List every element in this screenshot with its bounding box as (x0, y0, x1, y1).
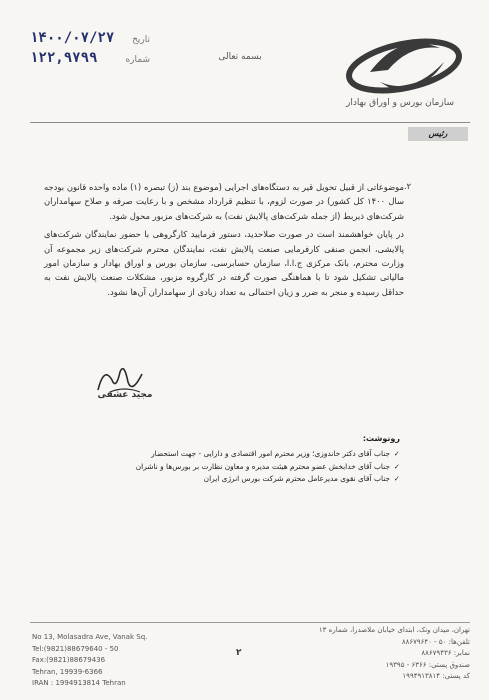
body-paragraph-1: موضوعاتی از قبیل تحویل قیر به دستگاه‌های اجرایی (موضوع بند (ز) تبصره (۱) ماده واحده قانون بودجه سال ۱۴۰۰ کل کشور) در صورت لزوم، با تنظیم قرارداد مشخص و با رعایت صرفه و صلاح سهامداران شرکت‌های ذیربط (از جمله شرکت‌های پالایش نفت) به شرکت‌های مزبور محول شود. (44, 182, 404, 221)
signatory-name: مجید عشقی (97, 390, 153, 400)
footer-line: IRAN : 1994913814 Tehran (32, 679, 126, 687)
bismillah-heading: بسمه تعالی (218, 52, 262, 62)
org-name: سازمان بورس و اوراق بهادار (345, 98, 454, 108)
footer-line: کد پستی: ۱۹۹۴۹۱۳۸۱۴ (402, 672, 470, 680)
date-value: ۱۴۰۰/۰۷/۲۷ (30, 30, 115, 46)
cc-item-text: جناب آقای دکتر خاندوزی؛ وزیر محترم امور اقتصادی و دارایی - جهت استحضار (151, 449, 390, 458)
cc-title: رونوشت: (362, 434, 400, 443)
footer-line: Tel:(9821)88679640 - 50 (32, 644, 119, 653)
footer-address-fa (300, 625, 470, 683)
footer-line: صندوق پستی: ۶۳۶۶ - ۱۹۳۹۵ (385, 660, 470, 669)
footer-line: Tehran, 19939-6366 (32, 667, 103, 676)
cc-item (120, 473, 400, 486)
sec-logo-icon (340, 22, 465, 107)
sender-badge: رئیس (408, 127, 468, 141)
footer-line: نمابر: ۸۸۶۷۹۴۳۶ (421, 649, 470, 657)
bullet-icon: ✓ (393, 461, 400, 471)
bullet-icon: ✓ (393, 474, 400, 483)
page-number: ۲ (236, 648, 242, 658)
number-row (30, 50, 150, 70)
cc-item-text: جناب آقای نقوی مدیرعامل محترم شرکت بورس انرژی ایران (203, 474, 390, 483)
bullet-icon: ✓ (393, 449, 400, 458)
number-value: ۱۲۲,۹۷۹۹ (30, 50, 98, 66)
cc-item-text: جناب آقای خدابخش عضو محترم هیئت مدیره و معاون نظارت بر بورس‌ها و ناشران (135, 461, 390, 471)
item-number: ۲. (404, 181, 412, 191)
date-row (30, 30, 150, 50)
footer-line: Fax:(9821)88679436 (32, 656, 106, 664)
footer-line: No 13, Molasadra Ave, Vanak Sq. (32, 633, 148, 641)
cc-list (120, 448, 400, 486)
footer-line: تهران، میدان ونک، ابتدای خیابان ملاصدرا، شماره ۱۳ (318, 626, 470, 634)
letter-meta (30, 30, 150, 70)
date-label: تاریخ (132, 35, 150, 45)
number-label: شماره (125, 55, 150, 65)
footer-address-en (32, 632, 172, 690)
letter-body (44, 180, 404, 303)
footer-line: تلفن‌ها: ۵۰ - ۸۸۶۷۹۶۴۰ (401, 637, 470, 646)
cc-item (120, 448, 400, 461)
cc-item (120, 461, 400, 474)
body-paragraph-2: در پایان خواهشمند است در صورت صلاحدید، دستور فرمایید کارگروهی با حضور نمایندگان شرکت‌های پالایشی، انجمن صنفی کارفرمایی صنعت پالایش نفت، نمایندگان محترم شرکت‌های زیر مجموعه آن وزارت محترم، بانک مرکزی ج.ا.ا، سازمان حسابرسی، سازمان بورس و اوراق بهادار و سازمان امور مالیاتی تشکیل شود تا با هماهنگی صورت گرفته در کارگروه مزبور، مشکلات صنعت پالایش نفت به حداقل رسیده و منجر به ضرر و زیان احتمالی به تعداد زیادی از سهامداران آن‌ها نشود. (44, 229, 404, 297)
header-divider (30, 122, 470, 123)
footer-divider (30, 622, 470, 623)
